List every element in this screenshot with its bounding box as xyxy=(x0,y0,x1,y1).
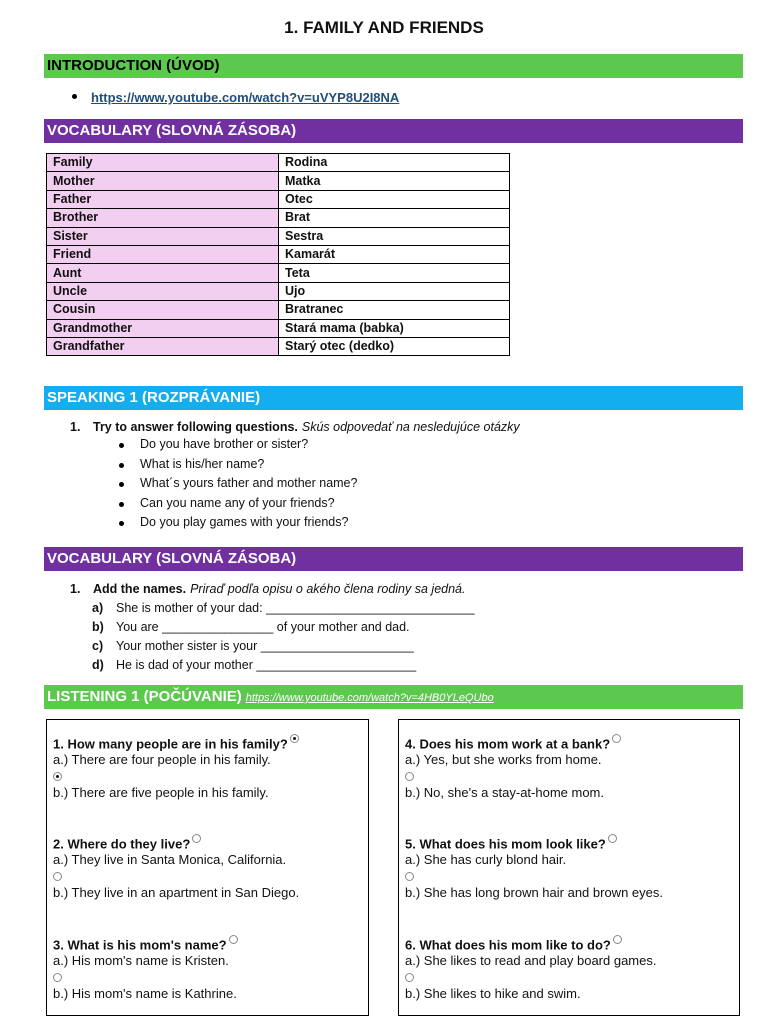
english-word: Family xyxy=(47,154,279,172)
names-item-list xyxy=(92,599,475,675)
radio-button-icon[interactable] xyxy=(405,772,414,781)
answer-b[interactable]: b.) No, she's a stay-at-home mom. xyxy=(405,785,604,801)
item-text[interactable]: Your mother sister is your ______________________ xyxy=(116,639,414,653)
speaking-heading: SPEAKING 1 (ROZPRÁVANIE) xyxy=(44,386,743,410)
quiz-question-1 xyxy=(53,734,299,801)
quiz-question-2 xyxy=(53,834,299,901)
intro-heading: INTRODUCTION (ÚVOD) xyxy=(44,54,743,78)
slovak-word: Bratranec xyxy=(279,301,510,319)
list-item: What´s yours father and mother name? xyxy=(117,474,520,494)
answer-a[interactable]: a.) They live in Santa Monica, California. xyxy=(53,852,287,868)
english-word: Uncle xyxy=(47,282,279,300)
item-letter: d) xyxy=(92,658,104,672)
vocab-table xyxy=(46,153,510,356)
answer-a[interactable]: a.) There are four people in his family. xyxy=(53,752,271,768)
answer-b[interactable]: b.) She likes to hike and swim. xyxy=(405,986,581,1002)
answer-a[interactable]: a.) Yes, but she works from home. xyxy=(405,752,602,768)
english-word: Mother xyxy=(47,172,279,190)
intro-bullet xyxy=(72,90,399,105)
question-text: 1. How many people are in his family? xyxy=(53,736,288,752)
english-word: Aunt xyxy=(47,264,279,282)
exercise-number: 1. xyxy=(70,420,81,434)
list-item xyxy=(92,656,475,675)
instruction-slovak: Priraď podľa opisu o akého člena rodiny sa jedná. xyxy=(190,582,466,596)
slovak-word: Rodina xyxy=(279,154,510,172)
question-text: 2. Where do they live? xyxy=(53,836,191,852)
slovak-word: Matka xyxy=(279,172,510,190)
intro-video-link[interactable]: https://www.youtube.com/watch?v=uVYP8U2I8NA xyxy=(91,90,400,105)
slovak-word: Brat xyxy=(279,209,510,227)
english-word: Grandfather xyxy=(47,337,279,355)
answer-b[interactable]: b.) There are five people in his family. xyxy=(53,785,269,801)
names-instruction xyxy=(70,582,475,596)
speaking-question-list xyxy=(117,435,520,533)
english-word: Brother xyxy=(47,209,279,227)
item-text[interactable]: She is mother of your dad: ______________________________ xyxy=(116,601,475,615)
list-item: What is his/her name? xyxy=(117,455,520,475)
table-row xyxy=(47,319,510,337)
slovak-word: Starý otec (dedko) xyxy=(279,337,510,355)
quiz-box-right xyxy=(398,719,740,1016)
item-text[interactable]: He is dad of your mother _______________________ xyxy=(116,658,417,672)
english-word: Cousin xyxy=(47,301,279,319)
answer-b[interactable]: b.) His mom's name is Kathrine. xyxy=(53,986,237,1002)
english-word: Friend xyxy=(47,245,279,263)
names-exercise xyxy=(70,582,475,675)
question-text: 3. What is his mom's name? xyxy=(53,937,227,953)
table-row xyxy=(47,264,510,282)
answer-a[interactable]: a.) His mom's name is Kristen. xyxy=(53,953,229,969)
english-word: Father xyxy=(47,190,279,208)
table-row xyxy=(47,337,510,355)
slovak-word: Otec xyxy=(279,190,510,208)
table-row xyxy=(47,190,510,208)
instruction-english: Try to answer following questions. xyxy=(93,420,298,434)
quiz-question-4 xyxy=(405,734,621,801)
quiz-question-5 xyxy=(405,834,663,901)
list-item xyxy=(92,618,475,637)
quiz-box-left xyxy=(46,719,369,1016)
english-word: Grandmother xyxy=(47,319,279,337)
radio-button-icon[interactable] xyxy=(608,834,617,843)
listening-heading xyxy=(44,685,743,709)
slovak-word: Sestra xyxy=(279,227,510,245)
item-letter: b) xyxy=(92,620,104,634)
listening-video-link[interactable]: https://www.youtube.com/watch?v=4HB0YLeQUbo xyxy=(245,692,494,704)
vocab2-heading: VOCABULARY (SLOVNÁ ZÁSOBA) xyxy=(44,547,743,571)
vocab-heading: VOCABULARY (SLOVNÁ ZÁSOBA) xyxy=(44,119,743,143)
radio-button-icon[interactable] xyxy=(53,772,62,781)
radio-button-icon[interactable] xyxy=(290,734,299,743)
table-row xyxy=(47,209,510,227)
table-row xyxy=(47,245,510,263)
table-row xyxy=(47,154,510,172)
radio-button-icon[interactable] xyxy=(613,935,622,944)
speaking-instruction xyxy=(70,420,520,434)
radio-button-icon[interactable] xyxy=(405,872,414,881)
instruction-english: Add the names. xyxy=(93,582,187,596)
page-title: 1. FAMILY AND FRIENDS xyxy=(284,18,484,37)
slovak-word: Ujo xyxy=(279,282,510,300)
table-row xyxy=(47,227,510,245)
answer-a[interactable]: a.) She has curly blond hair. xyxy=(405,852,567,868)
quiz-question-3 xyxy=(53,935,238,1002)
question-text: 5. What does his mom look like? xyxy=(405,836,606,852)
question-text: 4. Does his mom work at a bank? xyxy=(405,736,611,752)
exercise-number: 1. xyxy=(70,582,81,596)
slovak-word: Kamarát xyxy=(279,245,510,263)
item-letter: a) xyxy=(92,601,104,615)
list-item: Can you name any of your friends? xyxy=(117,494,520,514)
radio-button-icon[interactable] xyxy=(53,973,62,982)
speaking-exercise xyxy=(70,420,520,533)
radio-button-icon[interactable] xyxy=(612,734,621,743)
slovak-word: Teta xyxy=(279,264,510,282)
list-item xyxy=(92,637,475,656)
slovak-word: Stará mama (babka) xyxy=(279,319,510,337)
bullet-icon xyxy=(72,94,77,99)
radio-button-icon[interactable] xyxy=(405,973,414,982)
radio-button-icon[interactable] xyxy=(229,935,238,944)
listening-heading-text: LISTENING 1 (POČÚVANIE) xyxy=(47,688,242,705)
answer-a[interactable]: a.) She likes to read and play board games. xyxy=(405,953,657,969)
list-item: Do you play games with your friends? xyxy=(117,513,520,533)
question-text: 6. What does his mom like to do? xyxy=(405,937,611,953)
radio-button-icon[interactable] xyxy=(192,834,201,843)
answer-b[interactable]: b.) They live in an apartment in San Diego. xyxy=(53,885,300,901)
quiz-question-6 xyxy=(405,935,656,1002)
list-item: Do you have brother or sister? xyxy=(117,435,520,455)
instruction-slovak: Skús odpovedať na nesledujúce otázky xyxy=(301,420,520,434)
item-text[interactable]: You are ________________ of your mother and dad. xyxy=(116,620,410,634)
item-letter: c) xyxy=(92,639,104,653)
table-row xyxy=(47,301,510,319)
list-item xyxy=(92,599,475,618)
table-row xyxy=(47,282,510,300)
english-word: Sister xyxy=(47,227,279,245)
radio-button-icon[interactable] xyxy=(53,872,62,881)
answer-b[interactable]: b.) She has long brown hair and brown eyes. xyxy=(405,885,663,901)
table-row xyxy=(47,172,510,190)
